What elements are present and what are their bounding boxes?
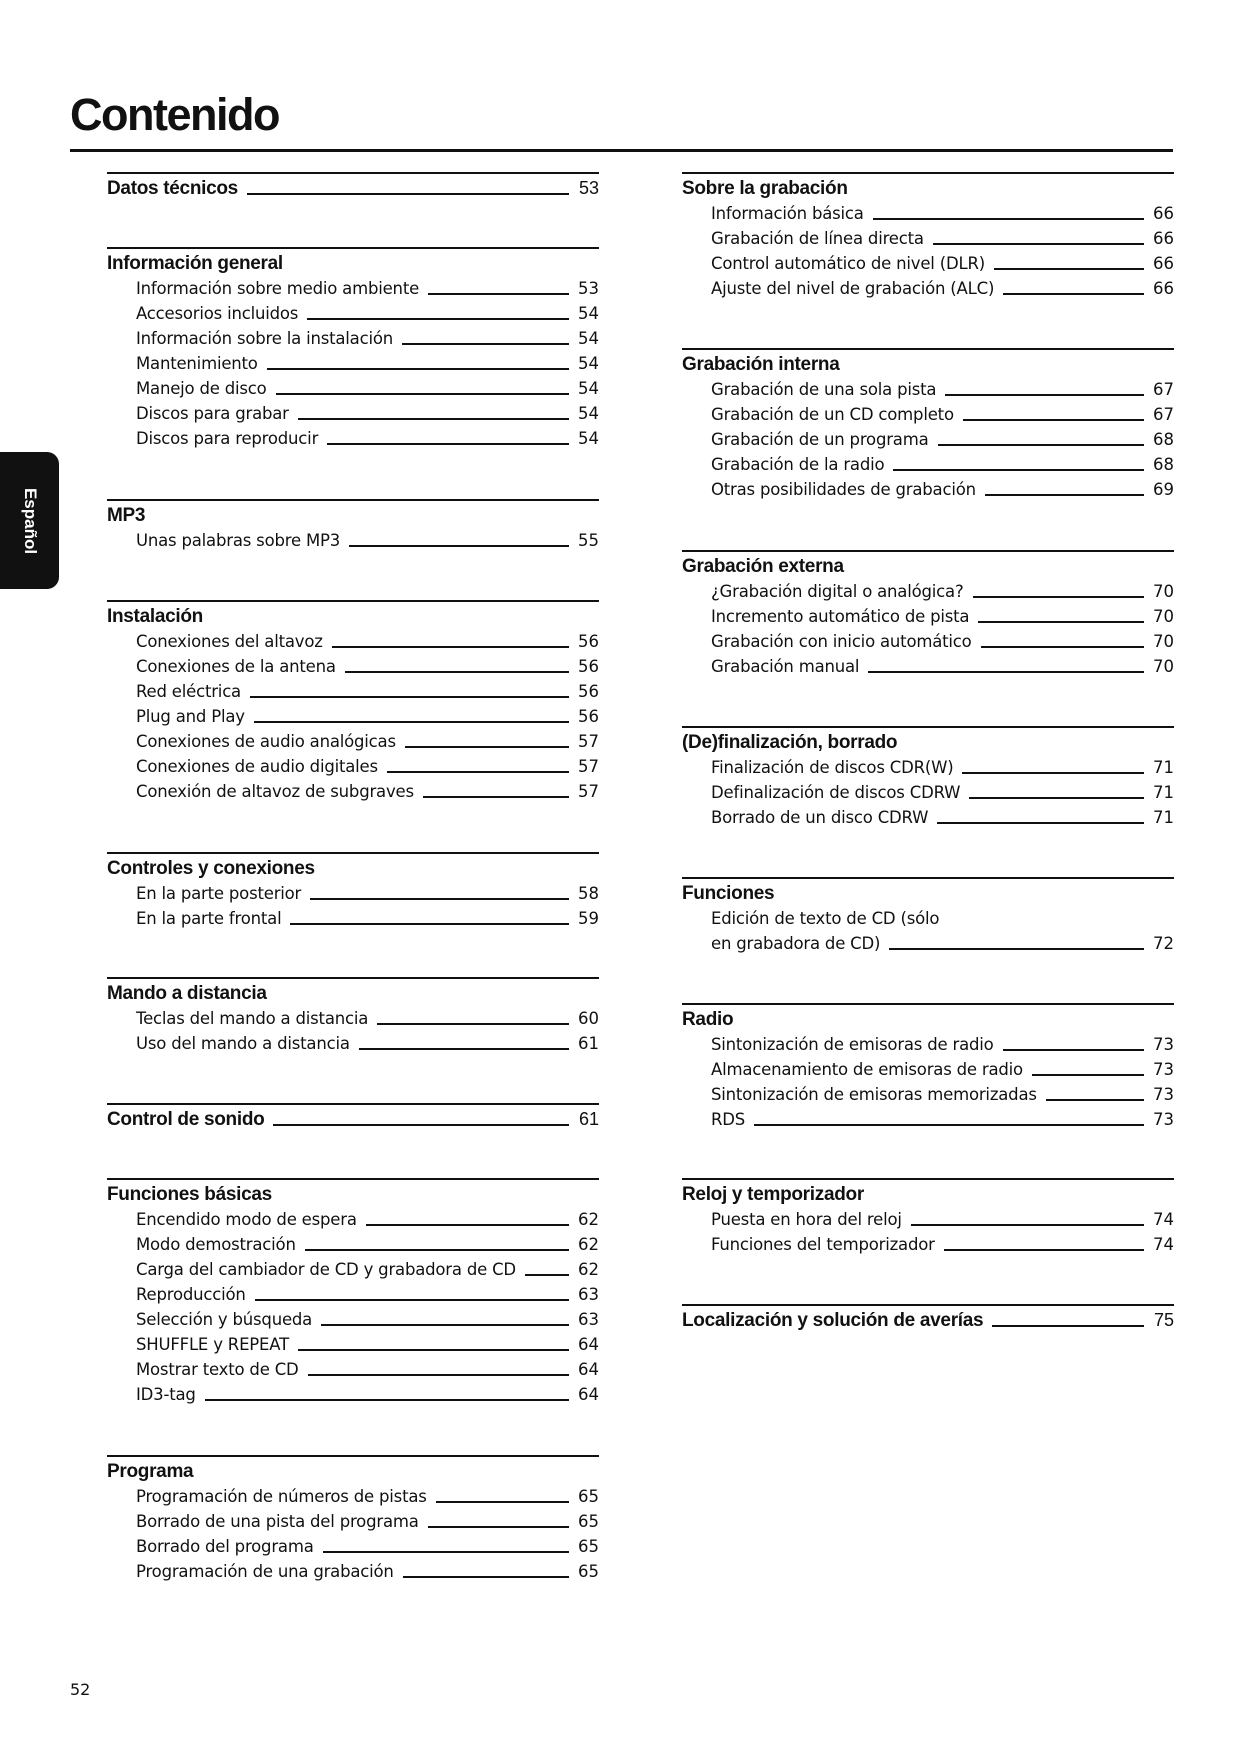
- dot-leader: [868, 671, 1144, 673]
- dot-leader: [428, 1526, 569, 1528]
- section-heading: [107, 856, 599, 881]
- entry-label: Conexiones de audio digitales: [136, 757, 378, 776]
- section-heading: [682, 1007, 1174, 1032]
- entry-label: Incremento automático de pista: [711, 607, 970, 626]
- page-ref: 62: [578, 1210, 599, 1229]
- page-ref: 65: [578, 1562, 599, 1581]
- dot-leader: [205, 1399, 569, 1401]
- dot-leader: [267, 368, 569, 370]
- page-ref: 60: [578, 1009, 599, 1028]
- page-ref: 64: [578, 1385, 599, 1404]
- toc-entry[interactable]: [107, 729, 599, 754]
- entry-label: En la parte frontal: [136, 909, 282, 928]
- page-ref: 71: [1153, 783, 1174, 802]
- dot-leader: [405, 746, 569, 748]
- section-title: Funciones básicas: [107, 1184, 272, 1205]
- toc-section-mando: [107, 977, 599, 1056]
- toc-section-externa: [682, 550, 1174, 679]
- toc-section-sonido: [107, 1103, 599, 1132]
- page-ref: 54: [578, 329, 599, 348]
- page-ref: 66: [1153, 204, 1174, 223]
- dot-leader: [345, 671, 569, 673]
- entry-label: SHUFFLE y REPEAT: [136, 1335, 289, 1354]
- dot-leader: [893, 469, 1144, 471]
- entry-label: Unas palabras sobre MP3: [136, 531, 341, 550]
- entry-label: Borrado de un disco CDRW: [711, 808, 929, 827]
- dot-leader: [525, 1274, 569, 1276]
- toc-entry[interactable]: [107, 176, 599, 201]
- entry-label: en grabadora de CD): [711, 934, 881, 953]
- page-ref: 68: [1153, 430, 1174, 449]
- toc-entry[interactable]: [682, 1082, 1174, 1107]
- language-tab: [0, 452, 59, 589]
- page-ref: 70: [1153, 632, 1174, 651]
- section-title: Control de sonido: [107, 1109, 265, 1130]
- page-ref: 73: [1153, 1035, 1174, 1054]
- dot-leader: [992, 1325, 1144, 1327]
- section-heading: [682, 554, 1174, 579]
- toc-entry[interactable]: [682, 931, 1174, 956]
- entry-label: Grabación manual: [711, 657, 860, 676]
- section-title: Grabación externa: [682, 556, 844, 577]
- dot-leader: [911, 1224, 1144, 1226]
- entry-label: Edición de texto de CD (sólo: [711, 909, 940, 928]
- dot-leader: [321, 1324, 569, 1326]
- page-ref: 63: [578, 1285, 599, 1304]
- toc-entry[interactable]: [682, 755, 1174, 780]
- entry-label: Discos para grabar: [136, 404, 289, 423]
- toc-entry[interactable]: [107, 1006, 599, 1031]
- dot-leader: [298, 1349, 569, 1351]
- page-ref: 71: [1153, 808, 1174, 827]
- dot-leader: [250, 696, 569, 698]
- toc-entry[interactable]: [107, 1257, 599, 1282]
- page-ref: 69: [1153, 480, 1174, 499]
- toc-entry[interactable]: [107, 1207, 599, 1232]
- page-ref: 53: [578, 178, 599, 198]
- page-title: Contenido: [70, 89, 279, 140]
- section-heading: [682, 730, 1174, 755]
- section-title: Sobre la grabación: [682, 178, 848, 199]
- page-ref: 59: [578, 909, 599, 928]
- page-ref: 56: [578, 682, 599, 701]
- toc-entry[interactable]: [107, 301, 599, 326]
- page-ref: 73: [1153, 1060, 1174, 1079]
- toc-section-programa: [107, 1455, 599, 1584]
- toc-entry[interactable]: [682, 452, 1174, 477]
- dot-leader: [938, 444, 1145, 446]
- toc-entry[interactable]: [682, 251, 1174, 276]
- section-heading: [107, 981, 599, 1006]
- page-ref: 62: [578, 1235, 599, 1254]
- dot-leader: [290, 923, 569, 925]
- entry-label: Manejo de disco: [136, 379, 267, 398]
- dot-leader: [349, 545, 569, 547]
- entry-label: Discos para reproducir: [136, 429, 319, 448]
- entry-label: ¿Grabación digital o analógica?: [711, 582, 964, 601]
- dot-leader: [305, 1249, 569, 1251]
- toc-entry[interactable]: [682, 201, 1174, 226]
- entry-label: Programación de números de pistas: [136, 1487, 427, 1506]
- section-title: Grabación interna: [682, 354, 840, 375]
- page-ref: 63: [578, 1310, 599, 1329]
- dot-leader: [273, 1124, 569, 1126]
- toc-entry[interactable]: [107, 654, 599, 679]
- page-ref: 70: [1153, 582, 1174, 601]
- toc-entry[interactable]: [107, 1382, 599, 1407]
- page-ref: 70: [1153, 657, 1174, 676]
- dot-leader: [933, 243, 1144, 245]
- dot-leader: [276, 393, 569, 395]
- entry-label: Otras posibilidades de grabación: [711, 480, 976, 499]
- dot-leader: [332, 646, 569, 648]
- dot-leader: [308, 1374, 569, 1376]
- page-ref: 74: [1153, 1210, 1174, 1229]
- dot-leader: [377, 1023, 569, 1025]
- toc-section-reloj: [682, 1178, 1174, 1257]
- page-ref: 67: [1153, 405, 1174, 424]
- toc-section-mp3: [107, 499, 599, 553]
- dot-leader: [1003, 293, 1144, 295]
- section-title: Localización y solución de averías: [682, 1310, 984, 1331]
- toc-entry[interactable]: [107, 528, 599, 553]
- section-heading: [107, 604, 599, 629]
- page-ref: 61: [578, 1034, 599, 1053]
- toc-section-instalacion: [107, 600, 599, 804]
- page-ref: 57: [578, 757, 599, 776]
- entry-label: Mostrar texto de CD: [136, 1360, 299, 1379]
- toc-entry[interactable]: [682, 629, 1174, 654]
- entry-label: Grabación de la radio: [711, 455, 885, 474]
- toc-entry[interactable]: [682, 427, 1174, 452]
- entry-label: Accesorios incluidos: [136, 304, 299, 323]
- toc-entry[interactable]: [682, 805, 1174, 830]
- dot-leader: [298, 418, 569, 420]
- entry-label: Grabación de línea directa: [711, 229, 924, 248]
- dot-leader: [307, 318, 569, 320]
- page-ref: 56: [578, 707, 599, 726]
- toc-section-basicas: [107, 1178, 599, 1407]
- section-title: Instalación: [107, 606, 203, 627]
- dot-leader: [944, 1249, 1144, 1251]
- toc-entry[interactable]: [107, 1282, 599, 1307]
- dot-leader: [889, 948, 1144, 950]
- dot-leader: [963, 419, 1144, 421]
- toc-entry[interactable]: [107, 754, 599, 779]
- section-heading: [682, 352, 1174, 377]
- dot-leader: [754, 1124, 1144, 1126]
- toc-entry[interactable]: [682, 477, 1174, 502]
- entry-first-line: [682, 906, 1174, 931]
- entry-label: Conexiones del altavoz: [136, 632, 323, 651]
- entry-label: Carga del cambiador de CD y grabadora de CD: [136, 1260, 516, 1279]
- dot-leader: [403, 1576, 569, 1578]
- dot-leader: [969, 797, 1144, 799]
- toc-entry[interactable]: [107, 426, 599, 451]
- page-ref: 64: [578, 1335, 599, 1354]
- page-ref: 66: [1153, 229, 1174, 248]
- toc-section-sobre: [682, 172, 1174, 301]
- entry-label: Modo demostración: [136, 1235, 296, 1254]
- entry-label: Sintonización de emisoras de radio: [711, 1035, 994, 1054]
- toc-entry[interactable]: [107, 1332, 599, 1357]
- page-ref: 66: [1153, 254, 1174, 273]
- entry-label: Información sobre la instalación: [136, 329, 394, 348]
- entry-label: Grabación de una sola pista: [711, 380, 937, 399]
- dot-leader: [1032, 1074, 1144, 1076]
- page-ref: 73: [1153, 1110, 1174, 1129]
- toc-entry[interactable]: [682, 780, 1174, 805]
- entry-label: Borrado de una pista del programa: [136, 1512, 419, 1531]
- toc-entry[interactable]: [107, 1307, 599, 1332]
- toc-section-averias: [682, 1304, 1174, 1333]
- section-title: (De)finalización, borrado: [682, 732, 898, 753]
- toc-entry[interactable]: [682, 377, 1174, 402]
- toc-section-interna: [682, 348, 1174, 502]
- dot-leader: [994, 268, 1144, 270]
- section-heading: [682, 1182, 1174, 1207]
- section-title: Funciones: [682, 883, 775, 904]
- toc-entry[interactable]: [107, 351, 599, 376]
- dot-leader: [428, 293, 569, 295]
- dot-leader: [423, 796, 569, 798]
- toc-entry[interactable]: [107, 276, 599, 301]
- toc-entry[interactable]: [107, 1484, 599, 1509]
- page-ref: 66: [1153, 279, 1174, 298]
- dot-leader: [978, 621, 1144, 623]
- dot-leader: [873, 218, 1144, 220]
- dot-leader: [985, 494, 1144, 496]
- section-title: Controles y conexiones: [107, 858, 315, 879]
- section-heading: [682, 881, 1174, 906]
- dot-leader: [366, 1224, 569, 1226]
- page-ref: 65: [578, 1487, 599, 1506]
- page-ref: 54: [578, 429, 599, 448]
- entry-label: Grabación de un CD completo: [711, 405, 954, 424]
- dot-leader: [1003, 1049, 1144, 1051]
- toc-entry[interactable]: [107, 1232, 599, 1257]
- entry-label: Almacenamiento de emisoras de radio: [711, 1060, 1023, 1079]
- toc-section-finalizacion: [682, 726, 1174, 830]
- toc-entry[interactable]: [107, 881, 599, 906]
- toc-entry[interactable]: [107, 401, 599, 426]
- toc-section-controles: [107, 852, 599, 931]
- page-ref: 56: [578, 632, 599, 651]
- entry-label: Ajuste del nivel de grabación (ALC): [711, 279, 995, 298]
- section-heading: [107, 503, 599, 528]
- toc-entry[interactable]: [107, 1559, 599, 1584]
- toc-entry[interactable]: [682, 226, 1174, 251]
- dot-leader: [247, 193, 569, 195]
- section-title: Reloj y temporizador: [682, 1184, 864, 1205]
- dot-leader: [981, 646, 1144, 648]
- toc-entry[interactable]: [682, 1057, 1174, 1082]
- page-ref: 64: [578, 1360, 599, 1379]
- toc-entry[interactable]: [682, 1207, 1174, 1232]
- toc-entry[interactable]: [682, 276, 1174, 301]
- dot-leader: [973, 596, 1145, 598]
- entry-label: Puesta en hora del reloj: [711, 1210, 902, 1229]
- page-ref: 53: [578, 279, 599, 298]
- dot-leader: [310, 898, 569, 900]
- entry-label: Sintonización de emisoras memorizadas: [711, 1085, 1037, 1104]
- page-ref: 67: [1153, 380, 1174, 399]
- page-ref: 68: [1153, 455, 1174, 474]
- dot-leader: [1046, 1099, 1144, 1101]
- language-tab-label: Español: [20, 487, 40, 554]
- toc-entry[interactable]: [107, 1031, 599, 1056]
- toc-section-radio: [682, 1003, 1174, 1132]
- toc-entry[interactable]: [682, 1308, 1174, 1333]
- section-title: MP3: [107, 505, 146, 526]
- page-ref: 58: [578, 884, 599, 903]
- page-ref: 72: [1153, 934, 1174, 953]
- entry-label: Selección y búsqueda: [136, 1310, 313, 1329]
- toc-entry[interactable]: [682, 579, 1174, 604]
- toc-section-funciones: [682, 877, 1174, 956]
- toc-entry[interactable]: [682, 654, 1174, 679]
- entry-label: Uso del mando a distancia: [136, 1034, 350, 1053]
- entry-label: Conexiones de audio analógicas: [136, 732, 396, 751]
- entry-label: En la parte posterior: [136, 884, 302, 903]
- toc-entry[interactable]: [682, 1107, 1174, 1132]
- page-number: 52: [70, 1680, 91, 1699]
- dot-leader: [945, 394, 1144, 396]
- entry-label: Definalización de discos CDRW: [711, 783, 961, 802]
- page-ref: 73: [1153, 1085, 1174, 1104]
- page-ref: 74: [1153, 1235, 1174, 1254]
- toc-entry[interactable]: [107, 1357, 599, 1382]
- dot-leader: [254, 721, 569, 723]
- section-heading: [682, 176, 1174, 201]
- section-title: Radio: [682, 1009, 734, 1030]
- page-ref: 75: [1153, 1310, 1174, 1330]
- entry-label: Conexión de altavoz de subgraves: [136, 782, 414, 801]
- page-ref: 70: [1153, 607, 1174, 626]
- page-ref: 54: [578, 379, 599, 398]
- toc-entry[interactable]: [107, 704, 599, 729]
- entry-label: Encendido modo de espera: [136, 1210, 357, 1229]
- entry-label: Finalización de discos CDR(W): [711, 758, 954, 777]
- entry-label: Reproducción: [136, 1285, 246, 1304]
- entry-label: Red eléctrica: [136, 682, 241, 701]
- page-ref: 57: [578, 732, 599, 751]
- toc-entry[interactable]: [107, 629, 599, 654]
- toc-entry[interactable]: [107, 1509, 599, 1534]
- dot-leader: [387, 771, 569, 773]
- entry-label: Grabación de un programa: [711, 430, 929, 449]
- page-ref: 65: [578, 1512, 599, 1531]
- toc-entry[interactable]: [107, 376, 599, 401]
- toc-entry[interactable]: [107, 1107, 599, 1132]
- page-ref: 62: [578, 1260, 599, 1279]
- section-title: Información general: [107, 253, 283, 274]
- dot-leader: [255, 1299, 569, 1301]
- section-heading: [107, 251, 599, 276]
- entry-label: Borrado del programa: [136, 1537, 314, 1556]
- page-ref: 56: [578, 657, 599, 676]
- entry-label: Programación de una grabación: [136, 1562, 394, 1581]
- entry-label: Conexiones de la antena: [136, 657, 336, 676]
- dot-leader: [327, 443, 569, 445]
- entry-label: Control automático de nivel (DLR): [711, 254, 985, 273]
- toc-section-datos: [107, 172, 599, 201]
- toc-entry[interactable]: [682, 402, 1174, 427]
- toc-entry[interactable]: [107, 779, 599, 804]
- entry-label: Información básica: [711, 204, 864, 223]
- toc-entry[interactable]: [107, 679, 599, 704]
- page-ref: 54: [578, 354, 599, 373]
- toc-entry[interactable]: [107, 906, 599, 931]
- toc-section-info: [107, 247, 599, 451]
- page-ref: 61: [578, 1109, 599, 1129]
- title-rule: [70, 149, 1173, 152]
- page-ref: 57: [578, 782, 599, 801]
- entry-label: Mantenimiento: [136, 354, 258, 373]
- entry-label: RDS: [711, 1110, 746, 1129]
- section-heading: [107, 1182, 599, 1207]
- page-ref: 55: [578, 531, 599, 550]
- dot-leader: [937, 822, 1144, 824]
- dot-leader: [359, 1048, 569, 1050]
- section-title: Programa: [107, 1461, 194, 1482]
- entry-label: Plug and Play: [136, 707, 245, 726]
- page-ref: 54: [578, 304, 599, 323]
- page-ref: 71: [1153, 758, 1174, 777]
- entry-label: Grabación con inicio automático: [711, 632, 972, 651]
- entry-label: ID3-tag: [136, 1385, 196, 1404]
- entry-label: Funciones del temporizador: [711, 1235, 935, 1254]
- section-title: Datos técnicos: [107, 178, 238, 199]
- toc-entry[interactable]: [107, 1534, 599, 1559]
- entry-label: Información sobre medio ambiente: [136, 279, 420, 298]
- dot-leader: [436, 1501, 569, 1503]
- toc-entry[interactable]: [682, 1232, 1174, 1257]
- toc-entry[interactable]: [682, 604, 1174, 629]
- toc-entry[interactable]: [682, 1032, 1174, 1057]
- page-ref: 65: [578, 1537, 599, 1556]
- section-heading: [107, 1459, 599, 1484]
- entry-label: Teclas del mando a distancia: [136, 1009, 369, 1028]
- section-title: Mando a distancia: [107, 983, 267, 1004]
- dot-leader: [962, 772, 1144, 774]
- page-ref: 54: [578, 404, 599, 423]
- dot-leader: [323, 1551, 569, 1553]
- toc-entry[interactable]: [107, 326, 599, 351]
- dot-leader: [402, 343, 569, 345]
